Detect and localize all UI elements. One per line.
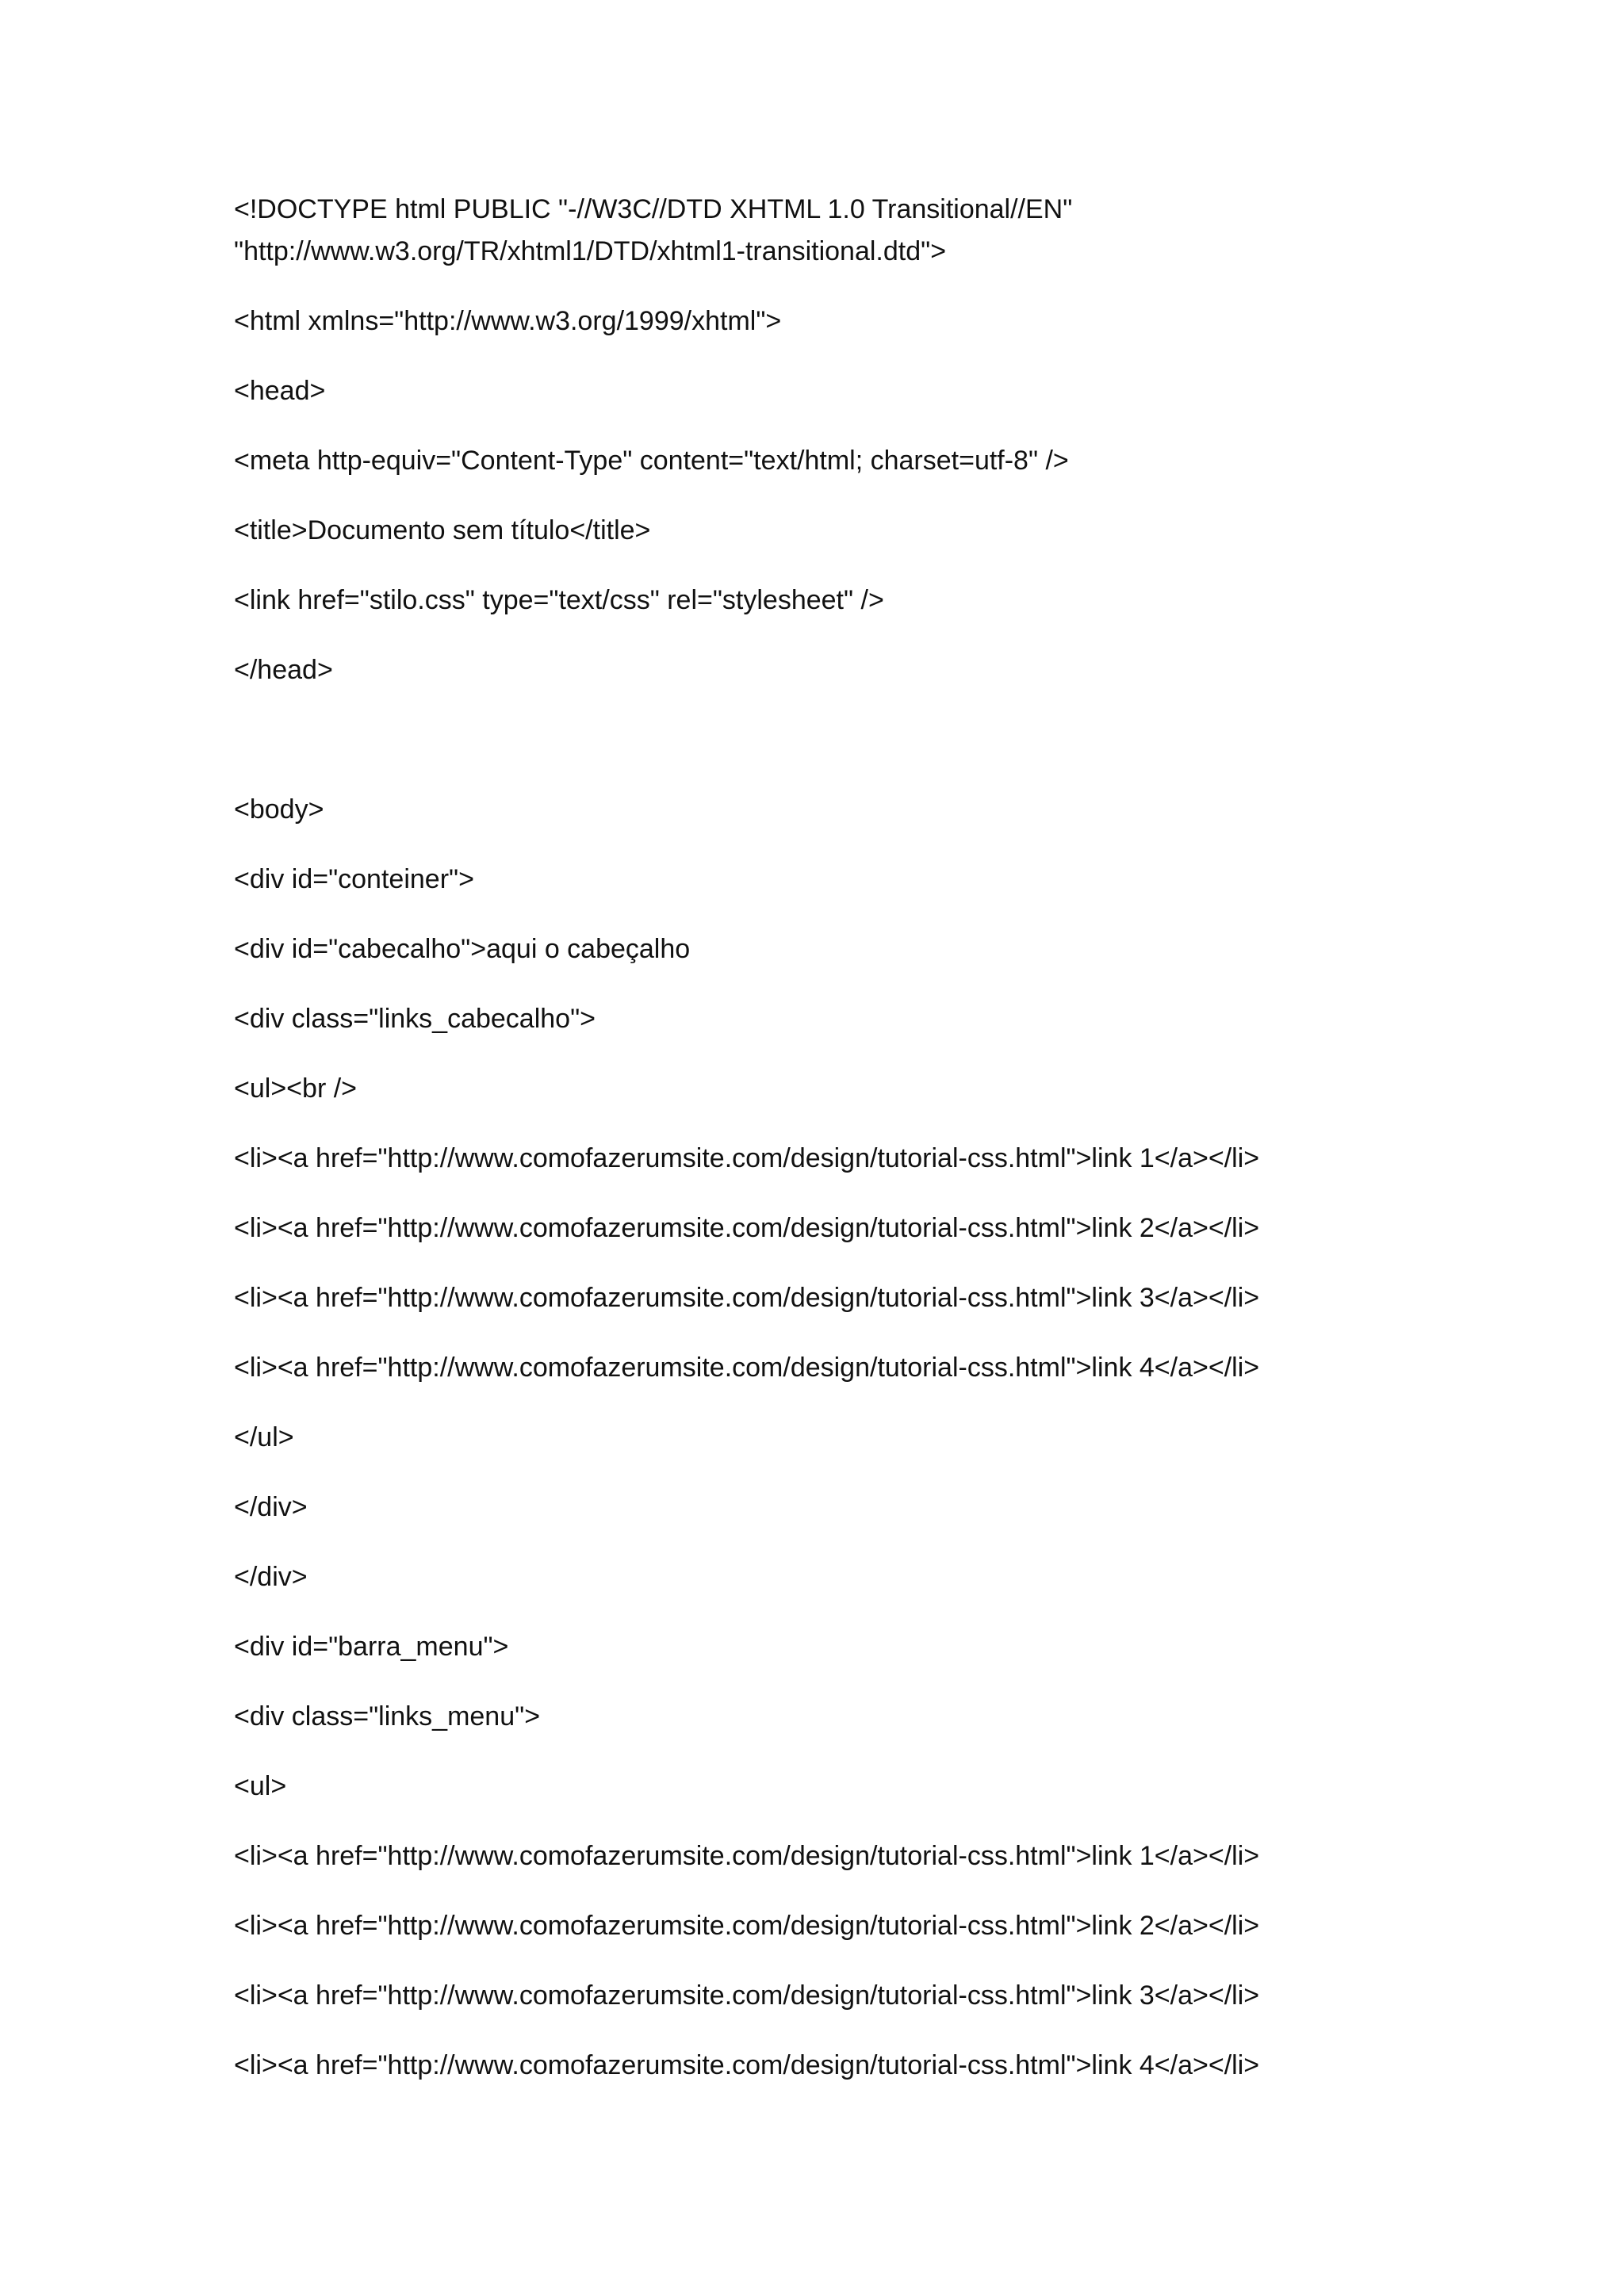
text-line: <li><a href="http://www.comofazerumsite.com/design/tutorial-css.html">link 1</a></li> [234,1841,1260,1871]
paragraph [234,300,1582,342]
text-line: <ul> [234,1771,287,1801]
text-line: </ul> [234,1422,294,1452]
text-line: <li><a href="http://www.comofazerumsite.com/design/tutorial-css.html">link 2</a></li> [234,1911,1260,1941]
document-body [234,189,1582,2087]
paragraph [234,440,1582,482]
text-line: <head> [234,376,326,406]
paragraph [234,370,1582,412]
paragraph [234,1766,1582,1808]
text-line: <div id="cabecalho">aqui o cabeçalho [234,934,691,964]
paragraph [234,859,1582,901]
paragraph [234,580,1582,622]
text-line: <link href="stilo.css" type="text/css" rel="stylesheet" /> [234,585,884,615]
paragraph [234,510,1582,552]
paragraph [234,1207,1582,1249]
text-line: <li><a href="http://www.comofazerumsite.com/design/tutorial-css.html">link 3</a></li> [234,1283,1260,1313]
paragraph [234,1975,1582,2017]
paragraph [234,1696,1582,1738]
text-line: <div class="links_menu"> [234,1701,541,1732]
paragraph [234,1068,1582,1110]
paragraph [234,1417,1582,1459]
text-line: <li><a href="http://www.comofazerumsite.com/design/tutorial-css.html">link 4</a></li> [234,1353,1260,1383]
paragraph [234,1138,1582,1180]
paragraph [234,1905,1582,1947]
paragraph [234,1487,1582,1529]
text-line: <li><a href="http://www.comofazerumsite.com/design/tutorial-css.html">link 4</a></li> [234,2050,1260,2080]
text-line: <!DOCTYPE html PUBLIC "-//W3C//DTD XHTML 1.0 Transitional//EN" [234,194,1073,224]
text-line: <body> [234,794,324,825]
text-line: <li><a href="http://www.comofazerumsite.com/design/tutorial-css.html">link 3</a></li> [234,1980,1260,2011]
text-line: <title>Documento sem título</title> [234,515,651,545]
paragraph [234,1626,1582,1668]
paragraph [234,2045,1582,2087]
paragraph [234,1556,1582,1598]
paragraph [234,928,1582,970]
text-line: <li><a href="http://www.comofazerumsite.com/design/tutorial-css.html">link 2</a></li> [234,1213,1260,1243]
text-line: </div> [234,1562,308,1592]
paragraph-doctype [234,189,1582,273]
text-line: <meta http-equiv="Content-Type" content="text/html; charset=utf-8" /> [234,446,1069,476]
paragraph [234,1277,1582,1319]
text-line: </head> [234,655,333,685]
paragraph [234,789,1582,831]
paragraph [234,649,1582,691]
paragraph [234,998,1582,1040]
text-line: <div class="links_cabecalho"> [234,1004,596,1034]
text-line: <html xmlns="http://www.w3.org/1999/xhtml"> [234,306,782,336]
text-line: <ul><br /> [234,1073,358,1104]
paragraph [234,1835,1582,1877]
text-line: <div id="barra_menu"> [234,1632,509,1662]
text-line: "http://www.w3.org/TR/xhtml1/DTD/xhtml1-transitional.dtd"> [234,236,947,266]
paragraph [234,1347,1582,1389]
text-line: <div id="conteiner"> [234,864,474,894]
text-line: </div> [234,1492,308,1522]
text-line: <li><a href="http://www.comofazerumsite.com/design/tutorial-css.html">link 1</a></li> [234,1143,1260,1173]
